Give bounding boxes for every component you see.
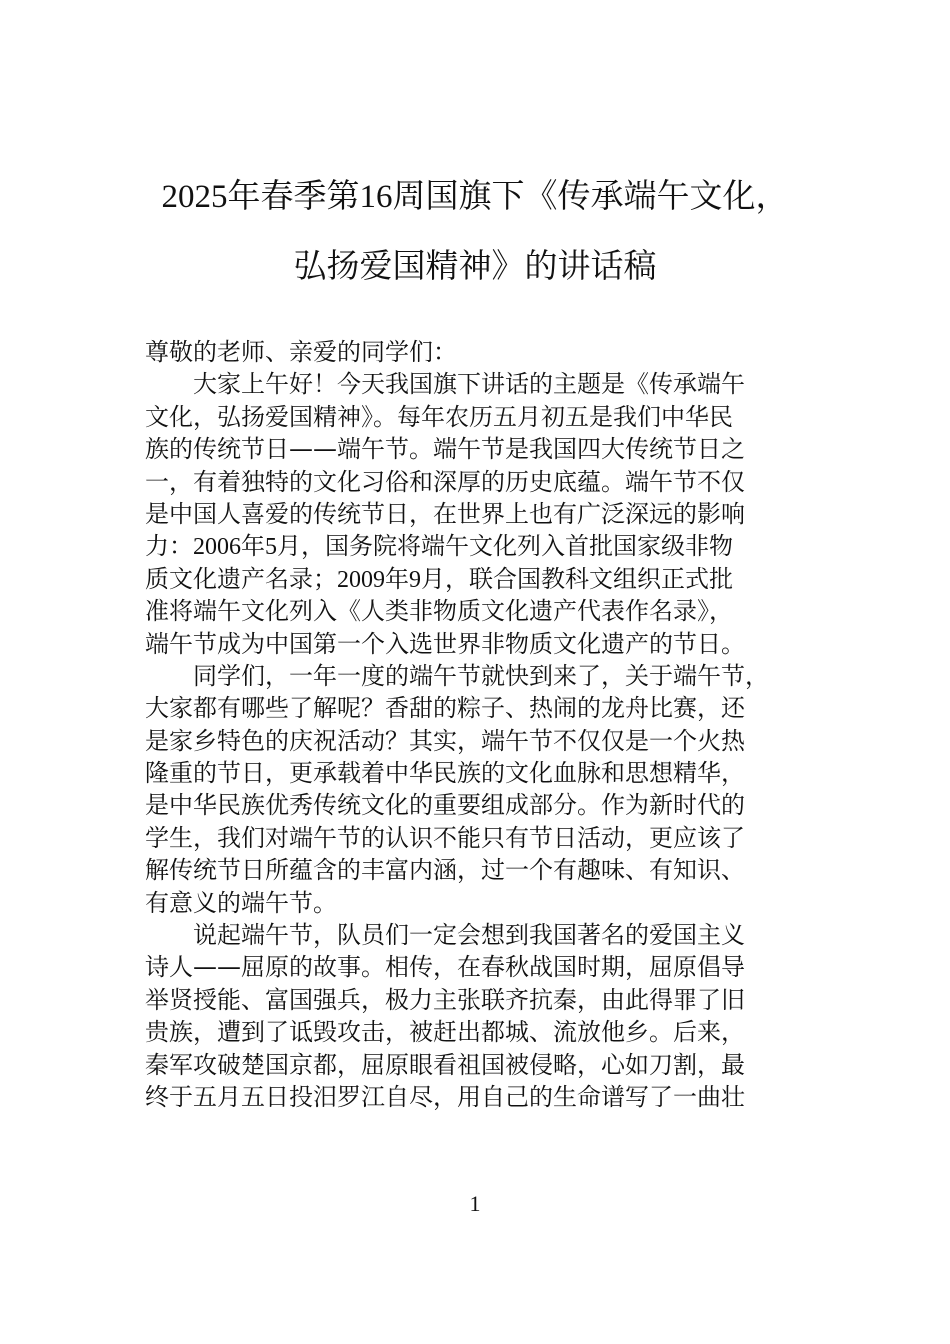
paragraph-1-line: 族的传统节日——端午节。端午节是我国四大传统节日之 — [145, 435, 745, 464]
page-number: 1 — [469, 1191, 481, 1216]
title-line-2: 弘扬爱国精神》的讲话稿 — [293, 246, 657, 285]
paragraph-1-line: 大家上午好！今天我国旗下讲话的主题是《传承端午 — [193, 370, 745, 399]
paragraph-2-line: 隆重的节日，更承载着中华民族的文化血脉和思想精华， — [145, 759, 745, 788]
title-line-1: 2025年春季第16周国旗下《传承端午文化， — [161, 176, 789, 215]
paragraph-3-line: 贵族，遭到了诋毁攻击，被赶出都城、流放他乡。后来， — [145, 1018, 745, 1047]
paragraph-2-line: 大家都有哪些了解呢？香甜的粽子、热闹的龙舟比赛，还 — [145, 694, 745, 723]
paragraph-1-line: 文化，弘扬爱国精神》。每年农历五月初五是我们中华民 — [145, 402, 733, 431]
paragraph-3-line: 举贤授能、富国强兵，极力主张联齐抗秦，由此得罪了旧 — [145, 985, 745, 1014]
paragraph-1-line: 准将端午文化列入《人类非物质文化遗产代表作名录》， — [145, 597, 733, 626]
paragraph-2-line: 解传统节日所蕴含的丰富内涵，过一个有趣味、有知识、 — [145, 856, 745, 885]
paragraph-2-line: 是家乡特色的庆祝活动？其实，端午节不仅仅是一个火热 — [145, 726, 745, 755]
paragraph-1-line: 是中国人喜爱的传统节日，在世界上也有广泛深远的影响 — [145, 499, 745, 528]
paragraph-2-line: 是中华民族优秀传统文化的重要组成部分。作为新时代的 — [145, 791, 745, 820]
paragraph-3-line: 说起端午节，队员们一定会想到我国著名的爱国主义 — [193, 921, 745, 950]
paragraph-1-line: 力：2006年5月，国务院将端午文化列入首批国家级非物 — [145, 532, 733, 561]
paragraph-3-line: 诗人——屈原的故事。相传，在春秋战国时期，屈原倡导 — [145, 953, 745, 982]
paragraph-1-line: 质文化遗产名录；2009年9月，联合国教科文组织正式批 — [145, 564, 733, 593]
paragraph-2-line: 同学们，一年一度的端午节就快到来了，关于端午节， — [193, 661, 769, 690]
body-text — [145, 336, 825, 1113]
paragraph-1-line: 一，有着独特的文化习俗和深厚的历史底蕴。端午节不仅 — [145, 467, 745, 496]
paragraph-1-line: 端午节成为中国第一个入选世界非物质文化遗产的节日。 — [145, 629, 745, 658]
paragraph-2-line: 学生，我们对端午节的认识不能只有节日活动，更应该了 — [145, 823, 745, 852]
paragraph-2-line: 有意义的端午节。 — [145, 888, 337, 917]
paragraph-3-line: 秦军攻破楚国京都，屈原眼看祖国被侵略，心如刀割，最 — [145, 1050, 745, 1079]
paragraph-3-line: 终于五月五日投汨罗江自尽，用自己的生命谱写了一曲壮 — [145, 1082, 745, 1111]
salutation-line: 尊敬的老师、亲爱的同学们： — [145, 338, 457, 366]
